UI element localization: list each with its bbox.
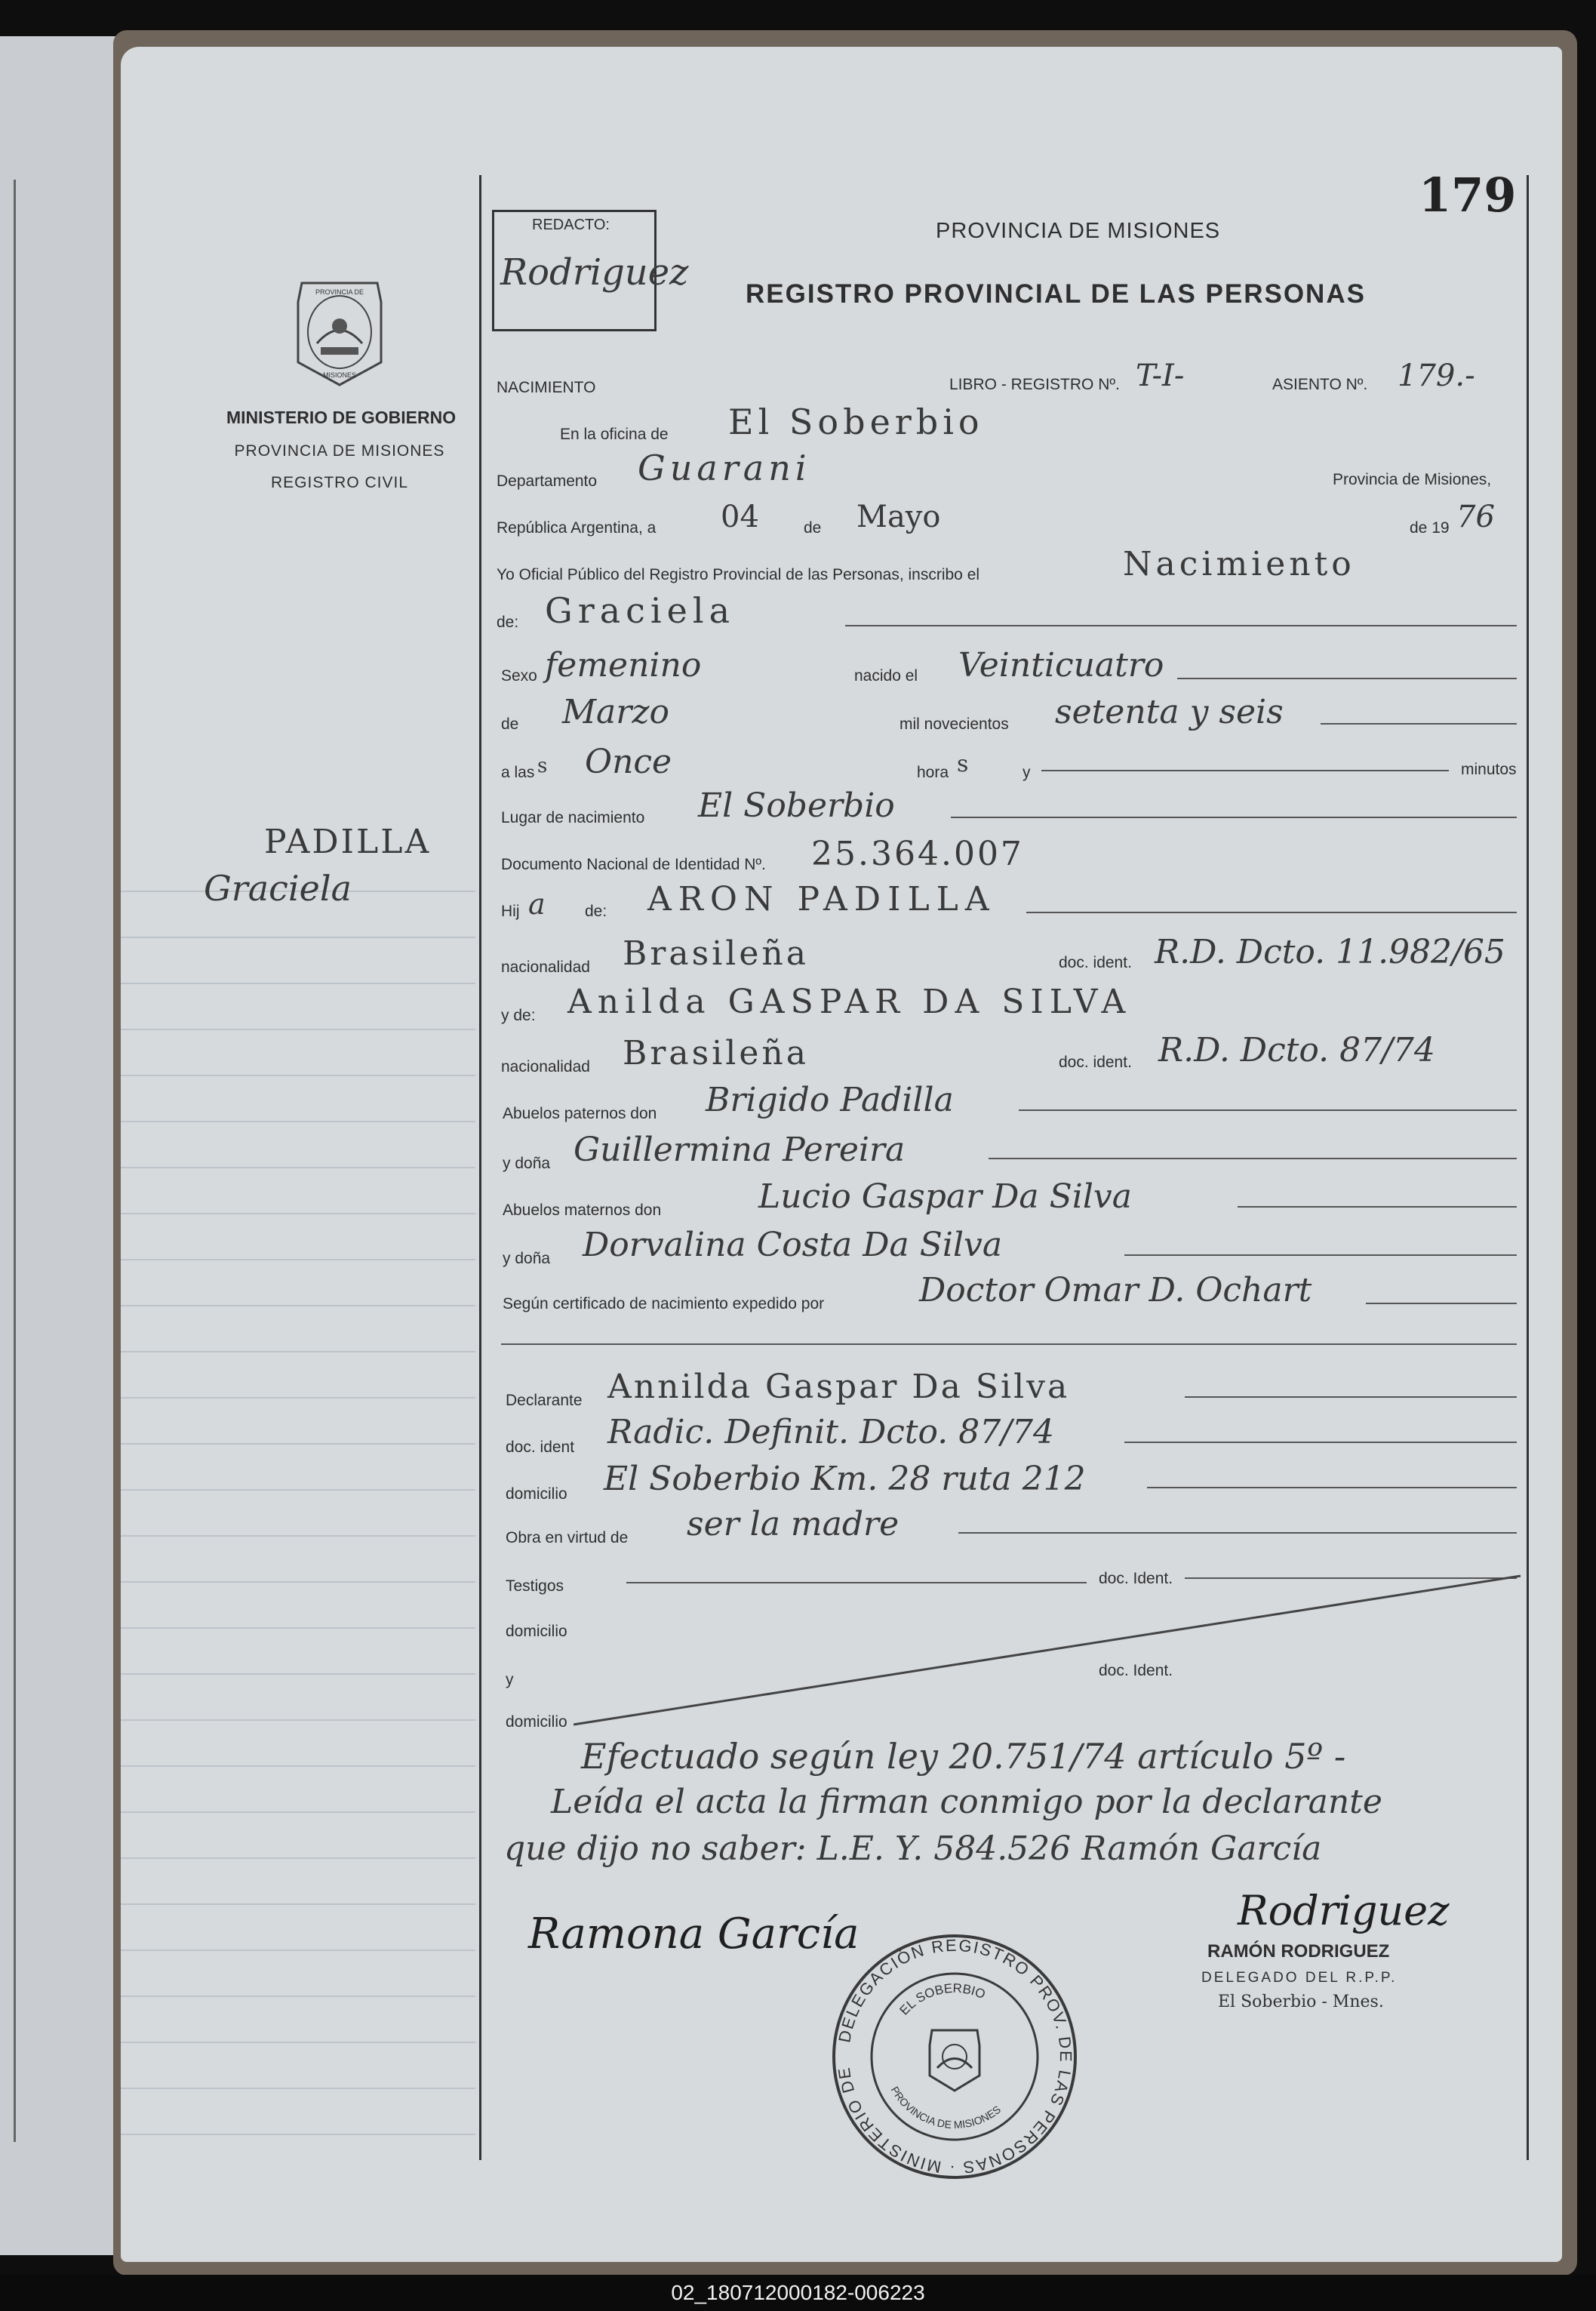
- docid-label: doc. ident: [506, 1439, 575, 1456]
- domicilio-value: El Soberbio Km. 28 ruta 212: [604, 1460, 1086, 1498]
- anio-nac-underline: [1321, 723, 1517, 725]
- mes-nac-value: Marzo: [562, 693, 669, 731]
- certificado-underline: [1366, 1303, 1517, 1304]
- padre-value: ARON PADILLA: [647, 880, 996, 919]
- departamento-value: Guarani: [638, 448, 811, 488]
- abuela-materna-label: y doña: [503, 1250, 551, 1267]
- y-label: y: [1022, 764, 1031, 781]
- stamp-outer-text: DELEGACIÓN REGISTRO PROV. DE LAS PERSONAS · MINISTERIO DE: [834, 1935, 1076, 2178]
- libro-value: T-I-: [1136, 358, 1185, 393]
- note-line2: Leída el acta la firman conmigo por la declarante: [551, 1783, 1382, 1821]
- de2-label: de: [501, 715, 519, 733]
- nacimiento-label: NACIMIENTO: [497, 379, 596, 396]
- lugar-underline: [951, 817, 1517, 818]
- doc2-value: R.D. Dcto. 87/74: [1158, 1031, 1435, 1069]
- province-header: PROVINCIA DE MISIONES: [936, 219, 1221, 243]
- abuela-materna-underline: [1124, 1254, 1517, 1256]
- nacido-value: Veinticuatro: [958, 646, 1164, 685]
- margin-given-name: Graciela: [204, 868, 352, 909]
- sexo-label: Sexo: [501, 667, 537, 685]
- hora-suffix: s: [957, 751, 969, 777]
- redacto-box: [492, 210, 689, 331]
- asiento-label: ASIENTO Nº.: [1272, 376, 1368, 393]
- de-label: de: [804, 519, 822, 537]
- oficina-value: El Soberbio: [728, 402, 984, 442]
- nac2-value: Brasileña: [623, 1034, 809, 1072]
- stamp-inner-top: EL SOBERBIO: [896, 1980, 988, 2018]
- official-signature: Rodriguez: [1238, 1887, 1450, 1934]
- margin-rule: [479, 175, 481, 2160]
- witness-cancel-line: [574, 1570, 1524, 1736]
- abuelos-paternos-label: Abuelos paternos don: [503, 1105, 657, 1122]
- minutos-label: minutos: [1461, 761, 1517, 778]
- oficial-label: Yo Oficial Público del Registro Provincial de las Personas, inscribo el: [497, 566, 980, 583]
- previous-page-edge: [0, 36, 121, 2255]
- abuela-paterna-underline: [989, 1158, 1517, 1159]
- yde-label: y de:: [501, 1007, 536, 1024]
- official-title: DELEGADO DEL R.P.P.: [1201, 1970, 1398, 1986]
- hora-suffix-a: s: [537, 755, 548, 777]
- doc1-value: R.D. Dcto. 11.982/65: [1155, 933, 1505, 971]
- declarante-value: Annilda Gaspar Da Silva: [607, 1368, 1070, 1406]
- witness-signature: Ramona García: [528, 1909, 860, 1959]
- anio-label: de 19: [1410, 519, 1450, 537]
- provincia-label: Provincia de Misiones,: [1333, 471, 1492, 488]
- domicilio3-label: domicilio: [506, 1713, 567, 1731]
- official-name: RAMÓN RODRIGUEZ: [1207, 1941, 1390, 1962]
- abuela-materna-value: Dorvalina Costa Da Silva: [583, 1226, 1003, 1264]
- testigos-doc2-label: doc. Ident.: [1099, 1662, 1173, 1679]
- stamp-inner-bottom: PROVINCIA DE MISIONES: [888, 2084, 1004, 2131]
- lugar-label: Lugar de nacimiento: [501, 809, 645, 826]
- obra-value: ser la madre: [687, 1505, 899, 1543]
- nacido-label: nacido el: [854, 667, 918, 685]
- abuelo-materno-value: Lucio Gaspar Da Silva: [758, 1177, 1132, 1216]
- asiento-value: 179.-: [1398, 358, 1475, 393]
- doc2-label: doc. ident.: [1059, 1054, 1132, 1071]
- sexo-value: femenino: [545, 646, 702, 685]
- seal-bottom-text: MISIONES: [322, 371, 357, 379]
- image-id-caption: 02_180712000182-006223: [671, 2281, 925, 2304]
- name-underline: [845, 625, 1517, 626]
- previous-page-rule: [14, 180, 16, 2142]
- certificado-underline-2: [501, 1343, 1517, 1345]
- margin-surname: PADILLA: [264, 823, 432, 861]
- alas-label: a las: [501, 764, 535, 781]
- dia-value: 04: [721, 500, 759, 534]
- domicilio-label: domicilio: [506, 1485, 567, 1503]
- de-nombre-label: de:: [497, 614, 519, 631]
- abuelo-paterno-value: Brigido Padilla: [706, 1081, 954, 1119]
- departamento-label: Departamento: [497, 472, 598, 490]
- hija-suffix: a: [528, 888, 546, 921]
- declarante-label: Declarante: [506, 1392, 583, 1409]
- dni-value: 25.364.007: [811, 835, 1024, 873]
- republica-label: República Argentina, a: [497, 519, 657, 537]
- hija-label-pre: [501, 903, 520, 921]
- dni-label: Documento Nacional de Identidad Nº.: [501, 856, 766, 873]
- domicilio2-label: domicilio: [506, 1623, 567, 1640]
- ministry-line3: REGISTRO CIVIL: [270, 474, 409, 491]
- docid-value: Radic. Definit. Dcto. 87/74: [607, 1413, 1055, 1451]
- page-number: 179: [1419, 168, 1517, 223]
- abuelos-maternos-label: Abuelos maternos don: [503, 1202, 662, 1219]
- certificado-value: Doctor Omar D. Ochart: [919, 1271, 1312, 1309]
- registry-title: REGISTRO PROVINCIAL DE LAS PERSONAS: [746, 279, 1366, 309]
- anio-nac-value: setenta y seis: [1055, 693, 1284, 731]
- redacto-signature: Rodriguez: [500, 251, 689, 294]
- obra-underline: [958, 1532, 1517, 1534]
- hija-label-post: de:: [585, 903, 607, 920]
- official-place: El Soberbio - Mnes.: [1218, 1993, 1384, 2011]
- oficial-value: Nacimiento: [1123, 545, 1355, 583]
- ministry-line2: PROVINCIA DE MISIONES: [234, 442, 445, 460]
- testigos-doc-label: doc. Ident.: [1099, 1570, 1173, 1587]
- certificado-label: Según certificado de nacimiento expedido por: [503, 1295, 825, 1312]
- abuela-paterna-value: Guillermina Pereira: [574, 1131, 906, 1169]
- abuelo-paterno-underline: [1019, 1109, 1517, 1111]
- right-rule: [1527, 175, 1529, 2160]
- testigos-label: Testigos: [506, 1577, 564, 1595]
- abuelo-materno-underline: [1238, 1206, 1517, 1208]
- docid-underline: [1124, 1442, 1517, 1443]
- mil-label: mil novecientos: [899, 715, 1009, 733]
- y2-label: y: [506, 1671, 514, 1688]
- doc1-label: doc. ident.: [1059, 954, 1132, 971]
- redacto-label: REDACTO:: [532, 217, 610, 233]
- note-line1: Efectuado según ley 20.751/74 artículo 5º -: [581, 1736, 1346, 1777]
- nac1-label: nacionalidad: [501, 959, 590, 976]
- lugar-value: El Soberbio: [698, 786, 895, 825]
- abuela-paterna-label: y doña: [503, 1155, 551, 1172]
- madre-value: Anilda GASPAR DA SILVA: [567, 983, 1132, 1021]
- nac2-label: nacionalidad: [501, 1058, 590, 1075]
- provincial-seal: [287, 272, 392, 392]
- nac1-value: Brasileña: [623, 934, 809, 973]
- padre-underline: [1026, 912, 1517, 913]
- minutos-underline: [1041, 770, 1449, 771]
- hora-value: Once: [585, 743, 672, 781]
- registry-stamp: [830, 1932, 1079, 2181]
- ministry-line1: MINISTERIO DE GOBIERNO: [226, 408, 457, 427]
- anio-value: 76: [1456, 500, 1495, 534]
- child-name-value: Graciela: [545, 590, 735, 631]
- note-line3: que dijo no saber: L.E. Y. 584.526 Ramón García: [504, 1829, 1322, 1868]
- hija-pre-text: Hij: [501, 903, 520, 920]
- seal-top-text: PROVINCIA DE: [315, 288, 364, 296]
- libro-label: LIBRO - REGISTRO Nº.: [949, 376, 1120, 393]
- obra-label: Obra en virtud de: [506, 1529, 629, 1546]
- oficina-label: En la oficina de: [560, 426, 669, 443]
- domicilio-underline: [1147, 1487, 1517, 1488]
- mes-value: Mayo: [856, 500, 941, 534]
- nacido-underline: [1177, 678, 1517, 679]
- declarante-underline: [1185, 1396, 1517, 1398]
- hora-label: hora: [917, 764, 949, 781]
